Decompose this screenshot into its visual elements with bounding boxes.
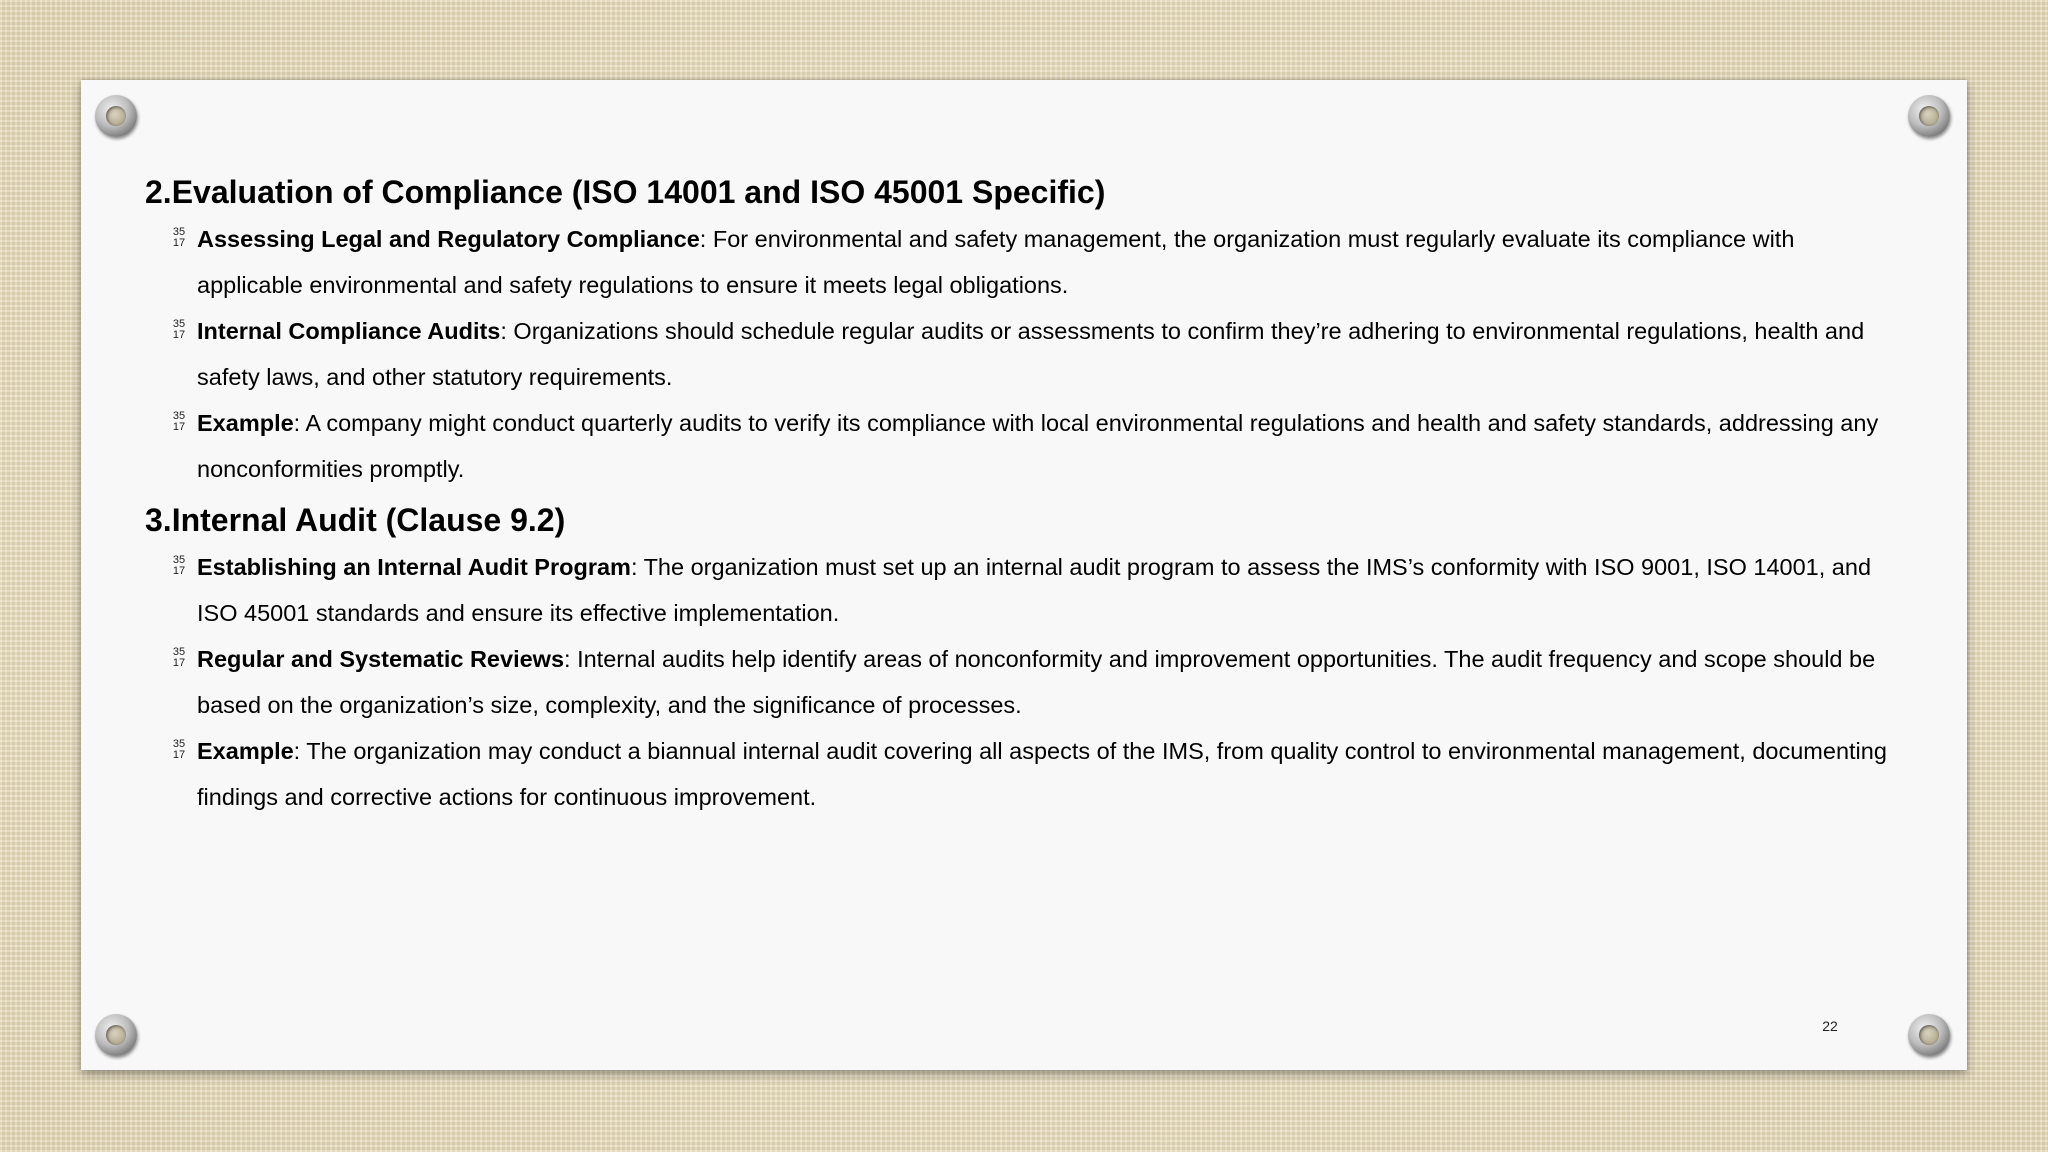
bullet-term: Example	[197, 410, 294, 436]
grommet-icon	[95, 1014, 137, 1056]
bullet-term: Establishing an Internal Audit Program	[197, 554, 631, 580]
section-heading-evaluation-of-compliance: 2.Evaluation of Compliance (ISO 14001 and ISO 45001 Specific)	[145, 174, 1106, 210]
bullet-text: : Internal audits help identify areas of nonconformity and improvement opportunities. The audit frequency and scope should be based on the organization’s size, complexity, and the significance of processes.	[197, 646, 1876, 718]
grommet-icon	[1908, 1014, 1950, 1056]
bullet-term: Assessing Legal and Regulatory Compliance	[197, 226, 700, 252]
bullet-icon: 35 17	[172, 738, 186, 761]
bullet-icon: 35 17	[172, 410, 186, 433]
section-heading-internal-audit: 3.Internal Audit (Clause 9.2)	[145, 502, 566, 538]
list-item	[145, 216, 1905, 308]
bullet-list	[145, 216, 1905, 492]
bullet-term: Internal Compliance Audits	[197, 318, 501, 344]
list-item	[145, 728, 1905, 820]
list-item	[145, 400, 1905, 492]
bullet-text: : Organizations should schedule regular audits or assessments to confirm they’re adhering to environmental regulations, health and safety laws, and other statutory requirements.	[197, 318, 1865, 390]
bullet-icon: 35 17	[172, 318, 186, 341]
grommet-icon	[95, 95, 137, 137]
bullet-text: : The organization must set up an internal audit program to assess the IMS’s conformity with ISO 9001, ISO 14001, and ISO 45001 standards and ensure its effective implementation.	[197, 554, 1872, 626]
bullet-icon: 35 17	[172, 554, 186, 577]
page-number: 22	[1822, 1018, 1838, 1034]
bullet-term: Example	[197, 738, 294, 764]
bullet-text: : The organization may conduct a biannual internal audit covering all aspects of the IMS, from quality control to environmental management, documenting findings and corrective actions for continuous improvement.	[197, 738, 1887, 810]
list-item	[145, 308, 1905, 400]
list-item	[145, 636, 1905, 728]
bullet-text: : A company might conduct quarterly audits to verify its compliance with local environmental regulations and health and safety standards, addressing any nonconformities promptly.	[197, 410, 1879, 482]
bullet-icon: 35 17	[172, 646, 186, 669]
slide-content	[145, 168, 1905, 824]
grommet-icon	[1908, 95, 1950, 137]
bullet-list	[145, 544, 1905, 820]
bullet-icon: 35 17	[172, 226, 186, 249]
bullet-text: : For environmental and safety management, the organization must regularly evaluate its compliance with applicable environmental and safety regulations to ensure it meets legal obligations.	[197, 226, 1795, 298]
bullet-term: Regular and Systematic Reviews	[197, 646, 565, 672]
list-item	[145, 544, 1905, 636]
